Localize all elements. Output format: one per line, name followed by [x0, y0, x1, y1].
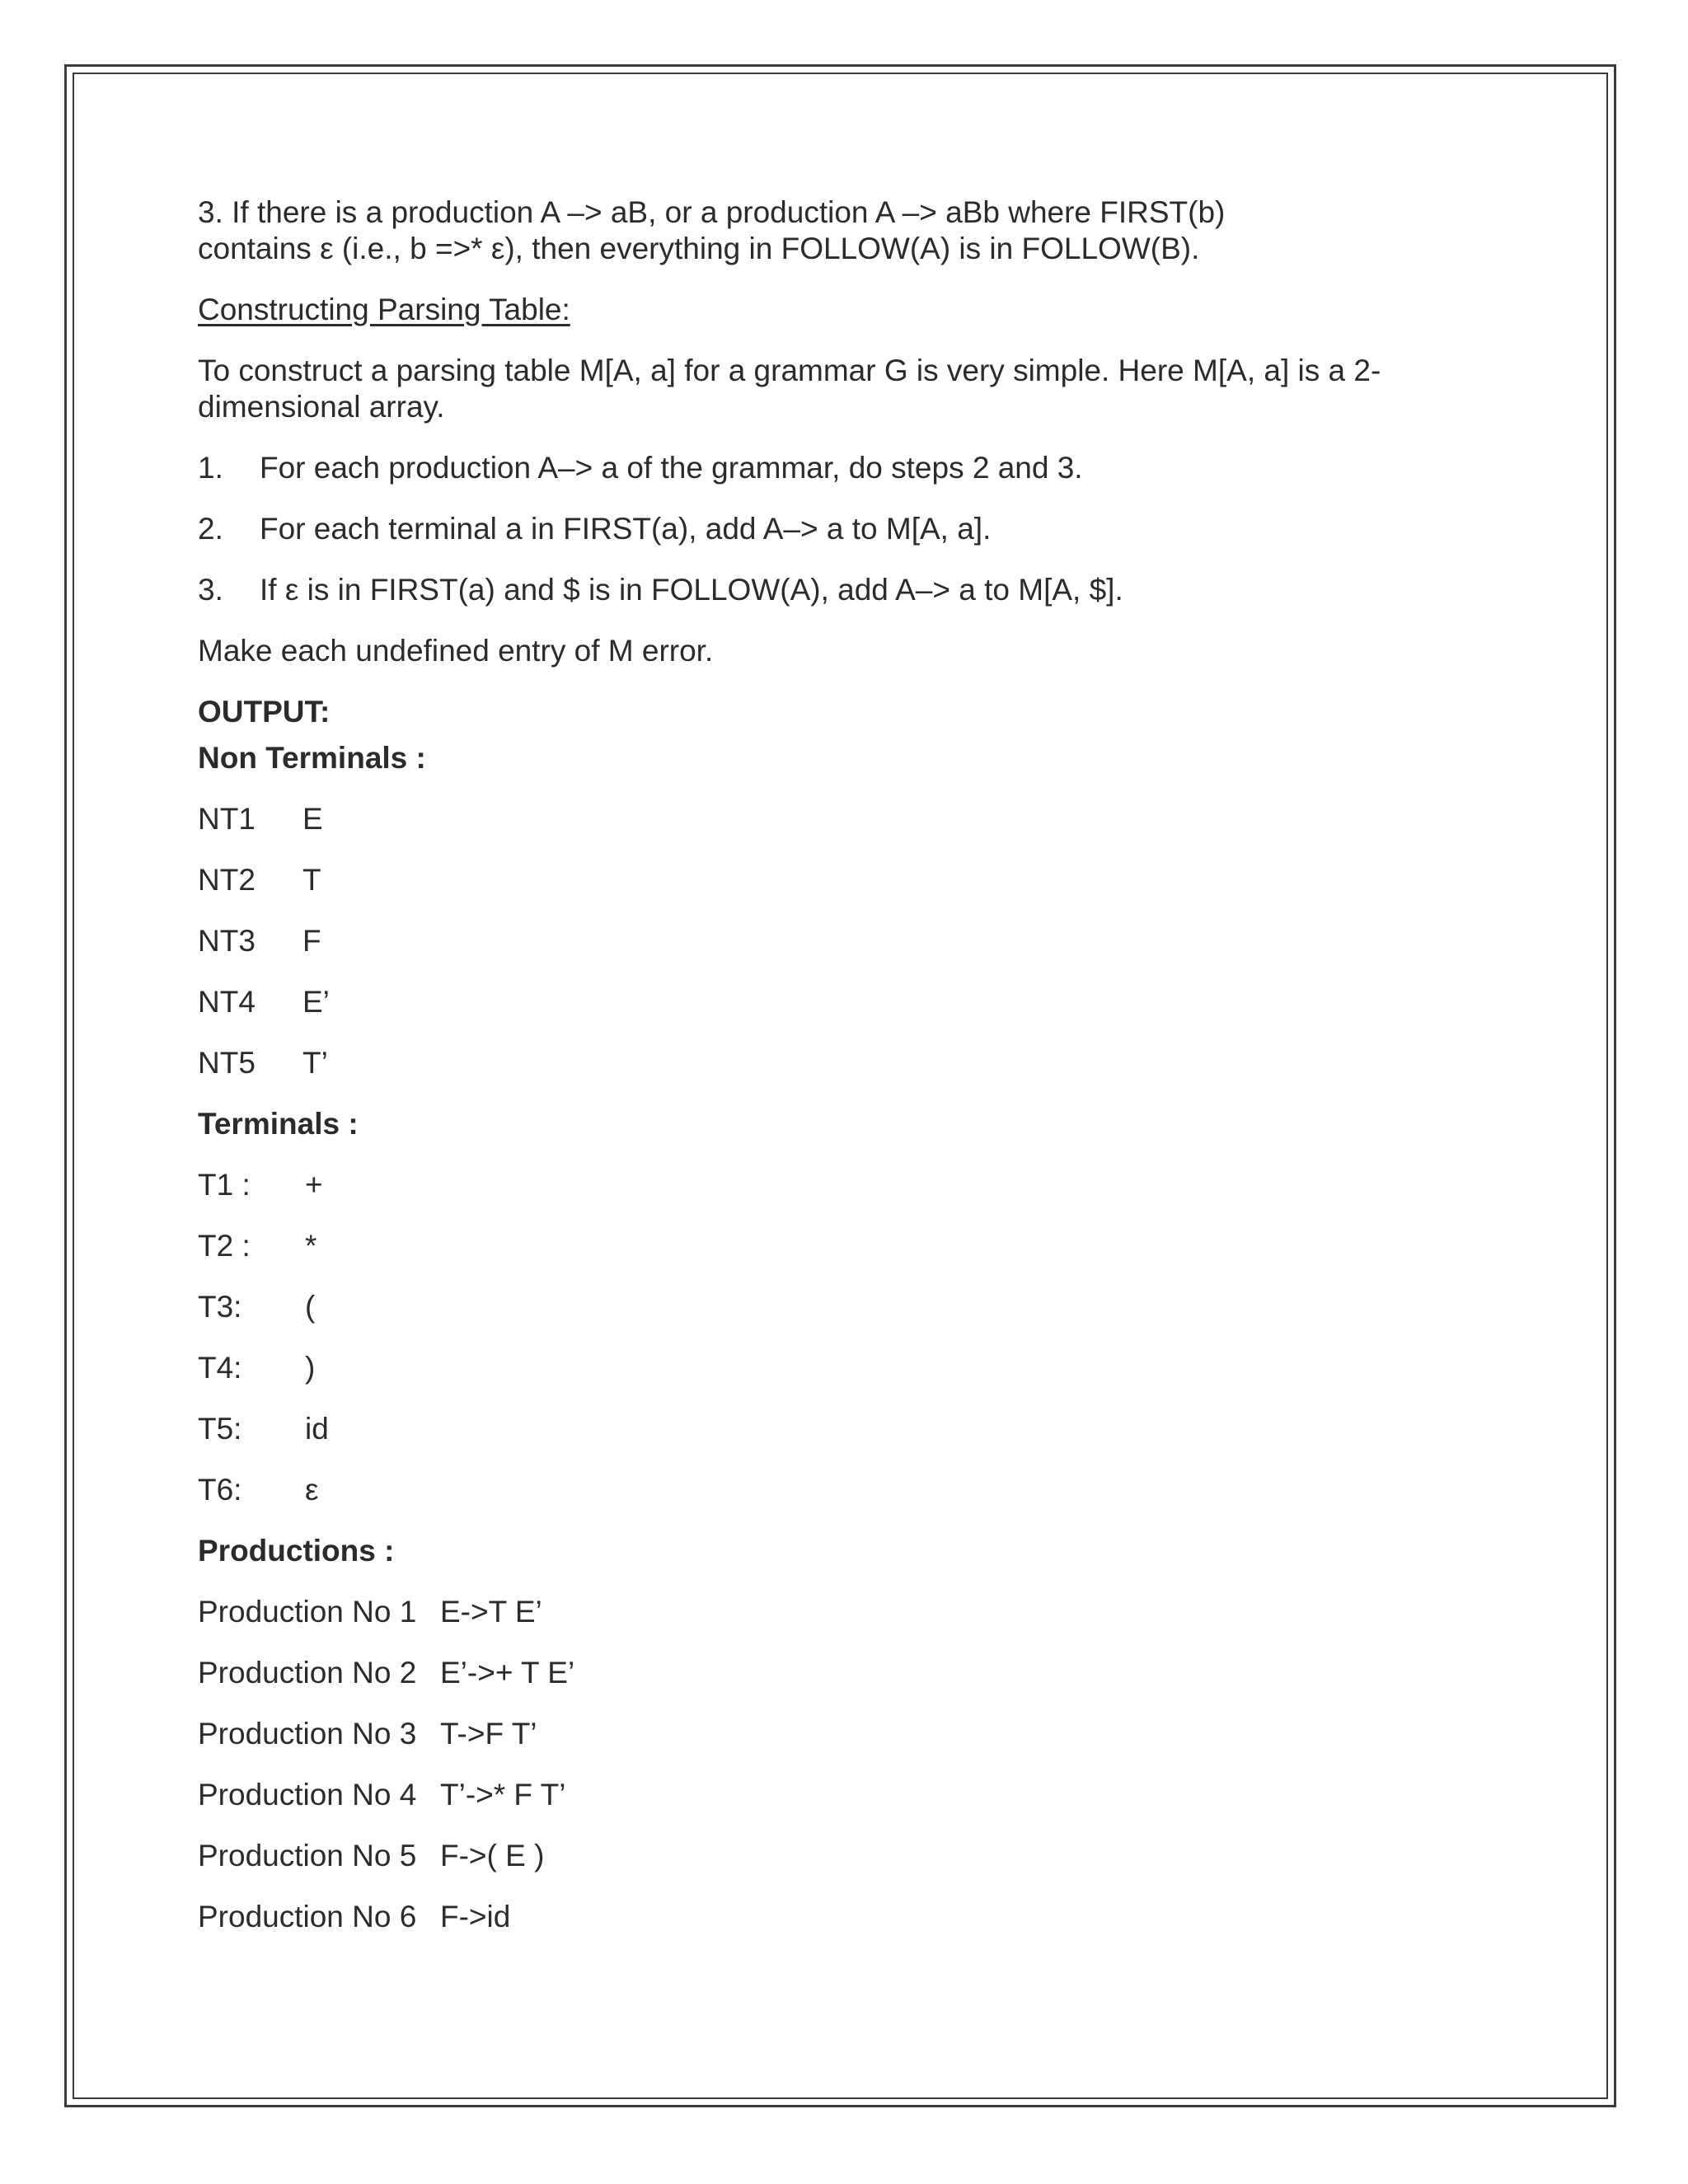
output-title: OUTPUT:: [198, 695, 331, 729]
step-item: [198, 450, 1451, 486]
parsing-table-para-line2: dimensional array.: [198, 390, 445, 424]
terminal-label: T4:: [198, 1351, 242, 1385]
production-label: Production No 1: [198, 1595, 417, 1629]
production-row: [198, 1899, 1451, 1935]
terminal-row: [198, 1350, 1451, 1386]
nonterminal-label: NT2: [198, 863, 256, 897]
terminal-label: T5:: [198, 1412, 242, 1446]
nonterminal-value: T: [302, 863, 321, 897]
production-value: T’->* F T’: [440, 1778, 566, 1811]
nonterminal-row: [198, 801, 1451, 837]
nonterminal-value: E’: [302, 985, 330, 1019]
nonterminal-label: NT5: [198, 1046, 256, 1080]
production-label: Production No 5: [198, 1839, 417, 1872]
terminal-value: ε: [305, 1473, 319, 1507]
document-body: [198, 194, 1451, 1935]
nonterminal-label: NT3: [198, 924, 256, 958]
nonterminal-value: E: [302, 802, 323, 836]
terminal-label: T1 :: [198, 1168, 251, 1202]
production-value: E’->+ T E’: [440, 1656, 575, 1690]
nonterminals-heading: Non Terminals :: [198, 741, 426, 775]
productions-heading: Productions :: [198, 1534, 395, 1568]
production-row: [198, 1777, 1451, 1813]
step-number: 1.: [198, 451, 223, 485]
nonterminal-row: [198, 862, 1451, 898]
parsing-table-para-line1: To construct a parsing table M[A, a] for a grammar G is very simple. Here M[A, a] is a 2-: [198, 354, 1381, 387]
production-row: [198, 1838, 1451, 1874]
step-text: If ε is in FIRST(a) and $ is in FOLLOW(A), add A–> a to M[A, $].: [260, 573, 1123, 607]
terminal-row: [198, 1411, 1451, 1447]
step-number: 3.: [198, 573, 223, 607]
production-label: Production No 2: [198, 1656, 417, 1690]
production-value: F->( E ): [440, 1839, 545, 1872]
nonterminal-value: T’: [302, 1046, 328, 1080]
terminal-row: [198, 1167, 1451, 1203]
terminal-value: +: [305, 1168, 323, 1202]
step-text: For each terminal a in FIRST(a), add A–> a to M[A, a].: [260, 512, 992, 546]
step-number: 2.: [198, 512, 223, 546]
nonterminal-label: NT4: [198, 985, 256, 1019]
terminal-value: id: [305, 1412, 329, 1446]
nonterminal-label: NT1: [198, 802, 256, 836]
nonterminal-value: F: [302, 924, 321, 958]
production-label: Production No 4: [198, 1778, 417, 1811]
rule3-line2: contains ε (i.e., b =>* ε), then everything in FOLLOW(A) is in FOLLOW(B).: [198, 232, 1200, 265]
production-value: T->F T’: [440, 1717, 537, 1750]
production-row: [198, 1716, 1451, 1752]
production-label: Production No 6: [198, 1900, 417, 1933]
terminal-label: T3:: [198, 1290, 242, 1324]
nonterminal-row: [198, 1045, 1451, 1081]
terminal-label: T6:: [198, 1473, 242, 1507]
step-text: For each production A–> a of the grammar, do steps 2 and 3.: [260, 451, 1083, 485]
terminal-label: T2 :: [198, 1229, 251, 1263]
closing-line: Make each undefined entry of M error.: [198, 634, 714, 668]
step-item: [198, 572, 1451, 608]
terminal-row: [198, 1472, 1451, 1508]
terminal-row: [198, 1289, 1451, 1325]
production-row: [198, 1594, 1451, 1630]
terminal-value: *: [305, 1229, 317, 1263]
terminal-value: (: [305, 1290, 316, 1324]
nonterminal-row: [198, 923, 1451, 959]
production-row: [198, 1655, 1451, 1691]
nonterminal-row: [198, 984, 1451, 1020]
terminals-heading: Terminals :: [198, 1107, 359, 1141]
terminal-value: ): [305, 1351, 316, 1385]
production-value: E->T E’: [440, 1595, 542, 1629]
section-heading: Constructing Parsing Table:: [198, 293, 570, 326]
rule3-line1: 3. If there is a production A –> aB, or a production A –> aBb where FIRST(b): [198, 195, 1226, 229]
production-value: F->id: [440, 1900, 511, 1933]
terminal-row: [198, 1228, 1451, 1264]
production-label: Production No 3: [198, 1717, 417, 1750]
step-item: [198, 511, 1451, 547]
